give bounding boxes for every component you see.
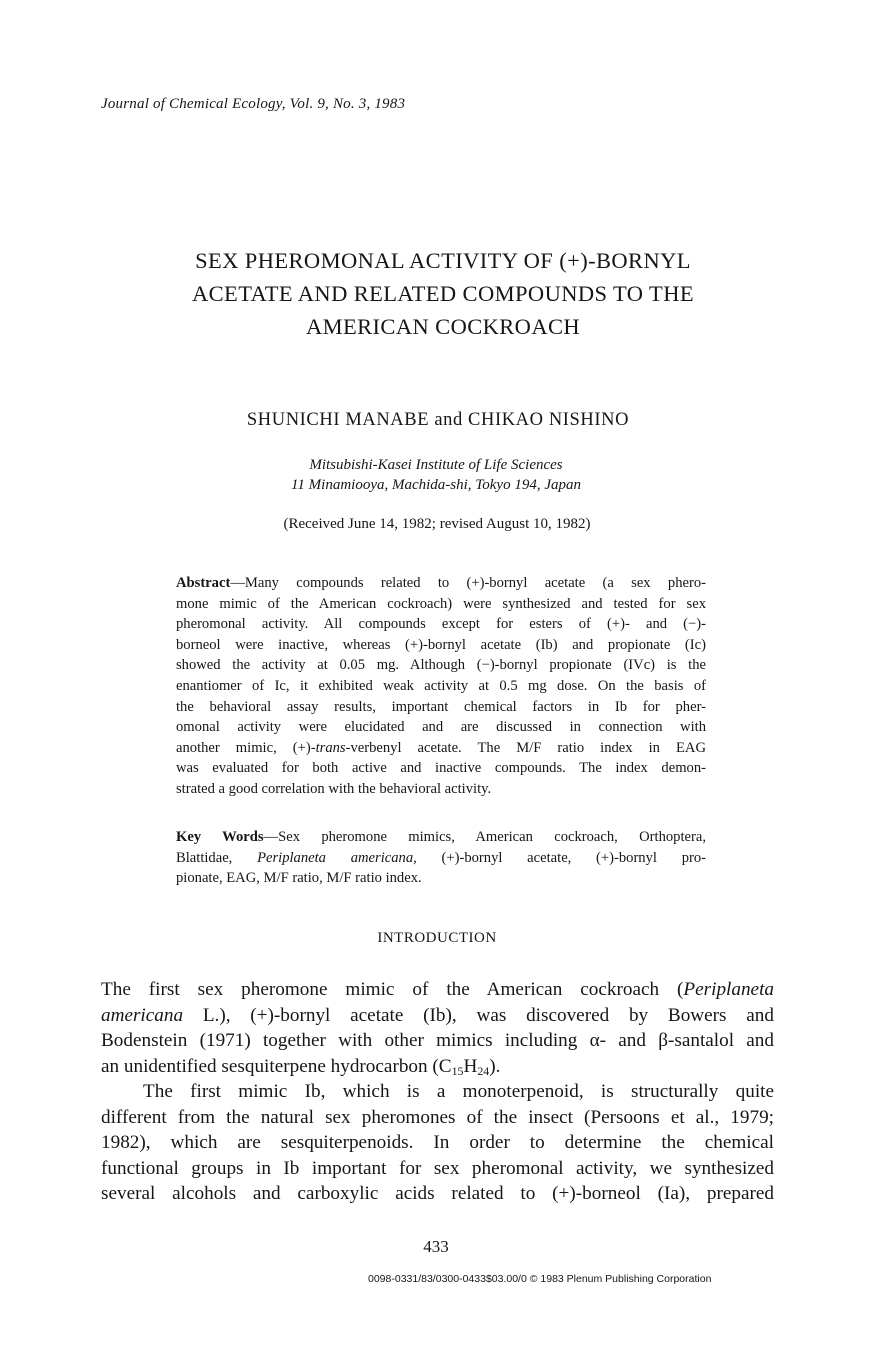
trans-italic: trans <box>315 739 346 756</box>
body-line: americana L.), (+)-bornyl acetate (Ib), was discovered by Bowers and <box>101 1004 774 1026</box>
abstract <box>176 573 706 800</box>
abstract-line: pheromonal activity. All compounds except for esters of (+)- and (−)- <box>176 616 706 633</box>
abstract-line: strated a good correlation with the behavioral activity. <box>176 780 492 797</box>
title-line-2: ACETATE AND RELATED COMPOUNDS TO THE <box>192 281 694 306</box>
page-number: 433 <box>423 1237 449 1256</box>
body-line: different from the natural sex pheromones of the insect (Persoons et al., 1979; <box>101 1106 774 1128</box>
body-line: 1982), which are sesquiterpenoids. In order to determine the chemical <box>101 1132 774 1153</box>
abstract-line: the behavioral assay results, important chemical factors in Ib for pher- <box>176 698 706 715</box>
body-line: several alcohols and carboxylic acids related to (+)-borneol (Ia), prepared <box>101 1183 774 1204</box>
abstract-line: enantiomer of Ic, it exhibited weak activity at 0.5 mg dose. On the basis of <box>176 677 706 694</box>
body-line: The first mimic Ib, which is a monoterpenoid, is structurally quite <box>143 1081 774 1102</box>
abstract-line: omonal activity were elucidated and are discussed in connection with <box>176 719 706 736</box>
abstract-label: Abstract <box>176 575 231 591</box>
abstract-line: another mimic, (+)-trans-verbenyl acetate. The M/F ratio index in EAG <box>176 739 707 756</box>
introduction-body <box>101 977 774 1207</box>
body-line: The first sex pheromone mimic of the American cockroach (Periplaneta <box>101 979 774 1000</box>
title-line-3: AMERICAN COCKROACH <box>305 314 581 339</box>
body-line: an unidentified sesquiterpene hydrocarbon $(C_{15}H_{24})$. <box>101 1055 501 1078</box>
key-words <box>176 827 706 889</box>
abstract-line: mone mimic of the American cockroach) were synthesized and tested for sex <box>176 595 706 612</box>
abstract-line: was evaluated for both active and inactive compounds. The index demon- <box>176 760 706 777</box>
copyright-line: 0098-0331/83/0300-0433$03.00/0 © 1983 Plenum Publishing Corporation <box>368 1273 712 1285</box>
affiliation-line-2: 11 Minamiooya, Machida-shi, Tokyo 194, Japan <box>291 477 581 493</box>
journal-header: Journal of Chemical Ecology, Vol. 9, No. 3, 1983 <box>101 96 406 112</box>
title-line-1: SEX PHEROMONAL ACTIVITY OF (+)-BORNYL <box>195 248 691 273</box>
abstract-line: borneol were inactive, whereas (+)-bornyl acetate (Ib) and propionate (Ic) <box>176 636 706 653</box>
introduction-heading: INTRODUCTION <box>377 930 497 946</box>
keywords-label: Key Words <box>176 829 264 845</box>
keywords-line: Blattidae, Periplaneta americana, (+)-bornyl acetate, (+)-bornyl pro- <box>176 849 707 866</box>
article-title <box>0 244 886 343</box>
affiliation-line-1: Mitsubishi-Kasei Institute of Life Sciences <box>309 457 563 473</box>
keywords-line: pionate, EAG, M/F ratio, M/F ratio index. <box>176 870 422 887</box>
abstract-line: Abstract—Many compounds related to (+)-bornyl acetate (a sex phero- <box>176 575 706 591</box>
body-line: functional groups in Ib important for sex pheromonal activity, we synthesized <box>101 1157 774 1179</box>
abstract-line: showed the activity at 0.05 mg. Although (−)-bornyl propionate (IVc) is the <box>176 657 706 674</box>
keywords-line: Key Words—Sex pheromone mimics, American cockroach, Orthoptera, <box>176 829 706 845</box>
affiliation <box>0 455 872 495</box>
authors: SHUNICHI MANABE and CHIKAO NISHINO <box>246 410 630 430</box>
received-dates: (Received June 14, 1982; revised August 10, 1982) <box>283 516 591 532</box>
body-line: Bodenstein (1971) together with other mimics including α- and β-santalol and <box>101 1030 774 1051</box>
species-italic: Periplaneta americana <box>257 849 414 866</box>
